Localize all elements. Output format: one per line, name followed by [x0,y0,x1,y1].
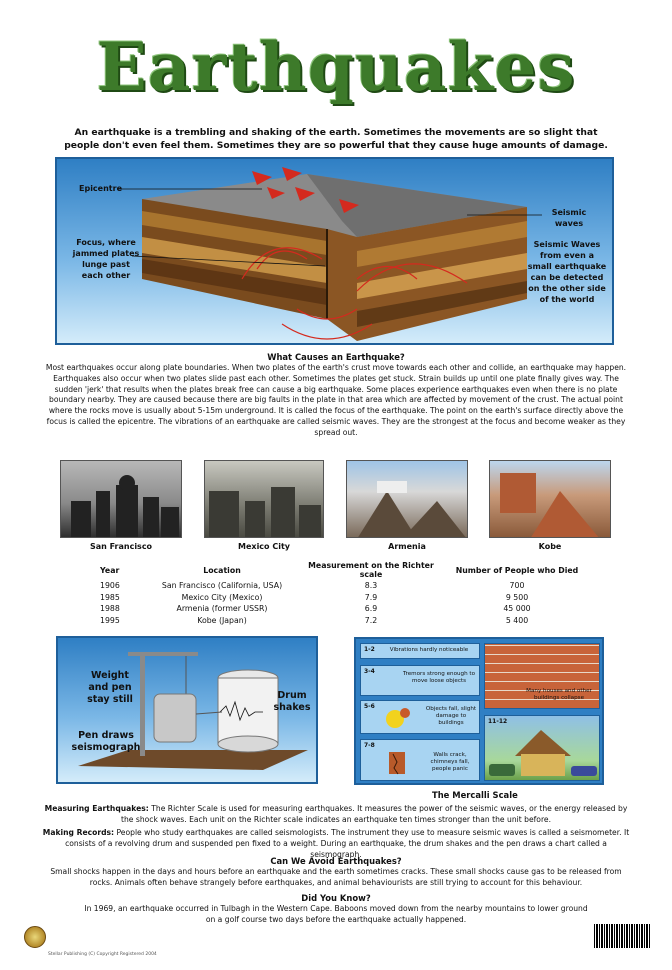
cell-richter: 8.3 [364,581,378,591]
pen-label: Pen draws seismograph [71,730,141,753]
cell-deaths: 700 [509,581,525,591]
focus-label: Focus, where jammed plates lunge past each other [72,238,140,280]
table-row [98,580,588,592]
measuring-label: Measuring Earthquakes: [44,804,149,813]
mercalli-level: 5-6 [364,703,375,710]
header-year: Year [100,565,120,575]
seismic-waves-label: Seismic waves [551,208,587,228]
mercalli-level: 1-2 [364,646,375,653]
mercalli-row-3-4 [360,665,480,696]
mercalli-level: 3-4 [364,668,375,675]
intro-text: An earthquake is a trembling and shaking of the earth. Sometimes the movements are so slight that people don't even feel them. Sometimes they are so powerful that they cause huge amounts of damage. [64,127,608,151]
mercalli-row-7-8 [360,739,480,781]
cell-deaths: 45 000 [503,604,531,614]
photo-san-francisco [60,460,182,538]
cracked-chimney-icon [383,748,413,778]
mercalli-level-11-12: 11-12 [488,718,508,725]
cell-location: San Francisco (California, USA) [161,581,283,591]
measuring-text [40,804,632,826]
publisher-logo-icon [24,926,46,948]
earthquake-table [98,560,588,626]
cell-richter: 6.9 [364,604,378,614]
header-location: Location [203,565,241,575]
cell-location: Armenia (former USSR) [176,604,268,614]
caption-armenia: Armenia [388,542,426,551]
city-ruins-icon [61,461,182,538]
cell-deaths: 5 400 [505,615,529,625]
city-ruins-icon [205,461,324,538]
didyouknow-text: In 1969, an earthquake occurred in Tulbagh in the Western Cape. Baboons moved down from the nearby mountains to lower ground on a golf course two days before the earthquake actually happened. [84,904,588,924]
header-richter: Measurement on the Richter scale [308,561,434,579]
copyright-text: Stellar Publishing (C) Copyright Registered 2004 [48,952,157,957]
avoid-heading: Can We Avoid Earthquakes? [270,856,402,866]
mercalli-row-5-6 [360,700,480,734]
photo-kobe [489,460,611,538]
cell-richter: 7.9 [364,592,378,602]
cell-richter: 7.2 [364,615,378,625]
table-row [98,603,588,615]
mercalli-level: 7-8 [364,742,375,749]
mercalli-description: Tremors strong enough to move loose objects [402,671,476,684]
house-icon [485,716,601,782]
weight-label: Weight and pen stay still [87,670,133,705]
cell-location: Mexico City (Mexico) [181,592,263,602]
caption-mexico-city: Mexico City [238,542,290,551]
epicentre-label: Epicentre [79,184,122,193]
drum-label: Drum shakes [273,690,311,713]
cell-deaths: 9 500 [505,592,529,602]
cell-year: 1995 [100,615,120,625]
avoid-text: Small shocks happen in the days and hours before an earthquake and the earth sometimes cracks. These small shocks cause gas to be released from rocks. Animals often behave strangely before earthquakes, and animal behaviourists are still trying to account for this behaviour. [50,867,622,887]
seismic-detected-label: Seismic Waves from even a small earthquake can be detected on the other side of the world [527,240,607,304]
earthquake-cross-section-diagram [55,157,614,345]
mercalli-scale-panel [354,637,604,785]
causes-heading: What Causes an Earthquake? [267,352,405,362]
mercalli-collapse-text: Many houses and other buildings collapse [526,688,592,701]
records-label: Making Records: [42,828,115,837]
collapsed-building-icon [490,461,611,538]
photo-mexico-city [204,460,324,538]
cell-year: 1985 [100,592,120,602]
collapsed-wall-illustration [484,643,600,709]
cell-location: Kobe (Japan) [197,615,247,625]
collapsed-building-icon [347,461,468,538]
page-title: Earthquakes [96,28,576,106]
table-row [98,615,588,627]
table-header-row [98,560,588,580]
destroyed-house-illustration [484,715,600,781]
mercalli-row-1-2 [360,643,480,659]
caption-kobe: Kobe [538,542,562,551]
mercalli-description: Vibrations hardly noticeable [389,647,469,653]
header-deaths: Number of People who Died [455,565,579,575]
mercalli-description: Walls crack, chimneys fall, people panic [430,752,470,772]
measuring-body: The Richter Scale is used for measuring earthquakes. It measures the power of the seismic waves, or the energy released by the shock waves. Each unit on the Richter scale indicates an earthquake ten times stronger than the unit before. [121,804,628,824]
records-body: People who study earthquakes are called seismologists. The instrument they use to measure seismic waves is called a seismometer. It consists of a revolving drum and suspended pen fixed to a weight. During an earthquake, the drum shakes and the pen draws a chart called a seismograph. [65,828,630,859]
mercalli-description: Objects fall, slight damage to buildings [425,706,477,726]
photo-armenia [346,460,468,538]
cell-year: 1988 [100,604,120,614]
causes-text: Most earthquakes occur along plate boundaries. When two plates of the earth's crust move towards each other and collide, an earthquake may happen. Earthquakes also occur when two plates slide past each other. Sometimes the plates get stuck. Strain builds up until one plate finally gives way. The sudden 'jerk' that results when the plates break free can cause a big earthquake. Some places experience earthquakes even when there is no plate boundary nearby. They are caused because there are big faults in the plate in that area which are affected by movement of the crust. The actual point where the rocks move is usually about 5-15m underground. It is called the focus of the earthquake. The point on the earth's surface directly above the focus is called the epicentre. The vibrations of an earthquake are called seismic waves. They are the strongest at the focus and become weaker as they spread out. [45,363,627,437]
falling-objects-icon [375,703,415,733]
table-row [98,592,588,604]
didyouknow-heading: Did You Know? [301,893,371,903]
seismograph-diagram [56,636,318,784]
mercalli-title: The Mercalli Scale [432,790,518,800]
cell-year: 1906 [100,581,120,591]
caption-san-francisco: San Francisco [89,542,153,551]
barcode-icon [594,924,650,948]
